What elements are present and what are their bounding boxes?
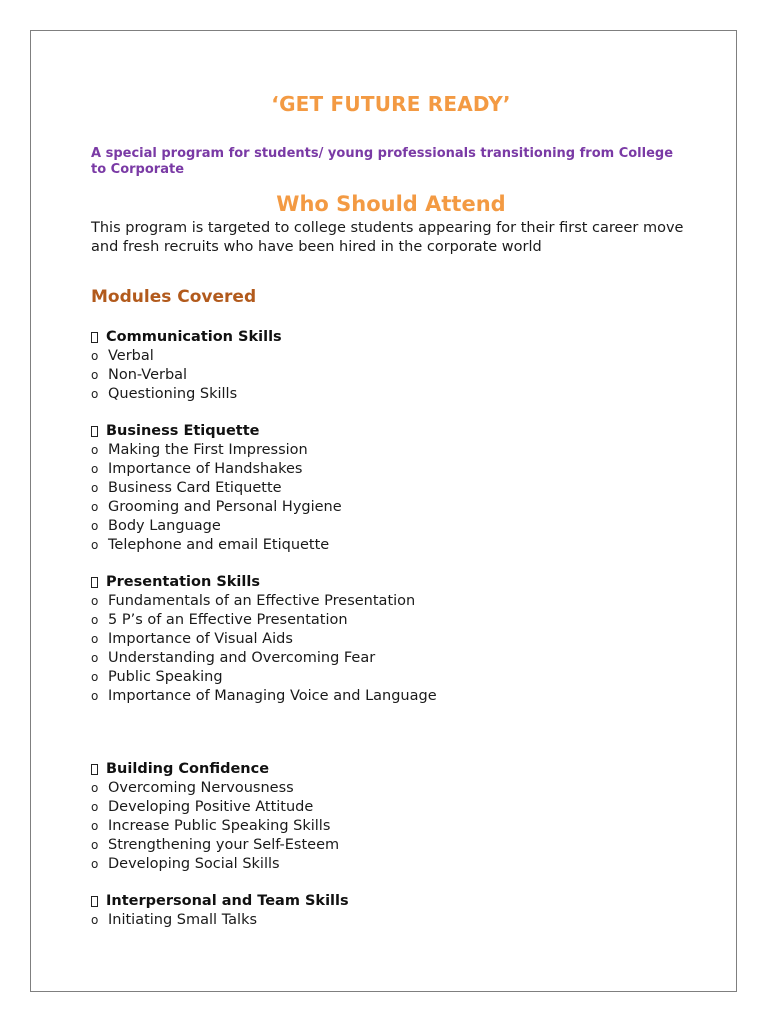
bullet-icon: o: [91, 519, 99, 533]
bullet-icon: o: [91, 613, 99, 627]
module-title: Business Etiquette: [106, 423, 260, 439]
list-item: o Developing Social Skills: [91, 856, 280, 872]
who-should-attend-text: This program is targeted to college students appearing for their first career move and fresh recruits who have been hired in the corporate world: [91, 220, 684, 255]
list-item: o Understanding and Overcoming Fear: [91, 650, 376, 666]
list-item: o Public Speaking: [91, 669, 223, 685]
list-item: o Strengthening your Self-Esteem: [91, 837, 340, 853]
bullet-icon: o: [91, 538, 99, 552]
bullet-icon: o: [91, 913, 99, 927]
list-item: o Increase Public Speaking Skills: [91, 818, 331, 834]
bullet-icon: o: [91, 819, 99, 833]
list-item: o Business Card Etiquette: [91, 480, 282, 496]
list-item: o Non-Verbal: [91, 367, 188, 383]
bullet-icon: o: [91, 594, 99, 608]
document-title: ‘GET FUTURE READY’: [271, 92, 511, 116]
bullet-icon: o: [91, 689, 99, 703]
modules-covered-heading: Modules Covered: [91, 287, 257, 307]
list-item: o Importance of Handshakes: [91, 461, 303, 477]
checkbox-glyph-icon: [91, 332, 98, 343]
list-item: o Telephone and email Etiquette: [91, 537, 330, 553]
document-page: [30, 30, 737, 992]
checkbox-glyph-icon: [91, 764, 98, 775]
checkbox-glyph-icon: [91, 896, 98, 907]
bullet-icon: o: [91, 838, 99, 852]
list-item: o Initiating Small Talks: [91, 912, 258, 928]
module-business-etiquette: [91, 422, 691, 555]
module-title: Presentation Skills: [106, 574, 260, 590]
module-presentation-skills: [91, 573, 691, 706]
list-item: o Importance of Visual Aids: [91, 631, 293, 647]
checkbox-glyph-icon: [91, 577, 98, 588]
bullet-icon: o: [91, 443, 99, 457]
module-title: Interpersonal and Team Skills: [106, 893, 349, 909]
module-communication-skills: [91, 328, 691, 404]
list-item: o Grooming and Personal Hygiene: [91, 499, 342, 515]
module-interpersonal-team-skills: [91, 892, 691, 930]
bullet-icon: o: [91, 670, 99, 684]
module-title: Communication Skills: [106, 329, 282, 345]
bullet-icon: o: [91, 857, 99, 871]
who-should-attend-heading: Who Should Attend: [276, 192, 506, 216]
bullet-icon: o: [91, 481, 99, 495]
bullet-icon: o: [91, 368, 99, 382]
module-building-confidence: [91, 760, 691, 874]
bullet-icon: o: [91, 800, 99, 814]
list-item: o Importance of Managing Voice and Language: [91, 688, 437, 704]
list-item: o Making the First Impression: [91, 442, 308, 458]
bullet-icon: o: [91, 500, 99, 514]
list-item: o Verbal: [91, 348, 154, 364]
bullet-icon: o: [91, 781, 99, 795]
module-title: Building Confidence: [106, 761, 270, 777]
bullet-icon: o: [91, 462, 99, 476]
list-item: o Overcoming Nervousness: [91, 780, 294, 796]
bullet-icon: o: [91, 651, 99, 665]
list-item: o Developing Positive Attitude: [91, 799, 314, 815]
list-item: o Body Language: [91, 518, 221, 534]
bullet-icon: o: [91, 349, 99, 363]
list-item: o 5 P’s of an Effective Presentation: [91, 612, 348, 628]
bullet-icon: o: [91, 387, 99, 401]
list-item: o Questioning Skills: [91, 386, 238, 402]
bullet-icon: o: [91, 632, 99, 646]
list-item: o Fundamentals of an Effective Presentation: [91, 593, 416, 609]
document-subtitle: A special program for students/ young professionals transitioning from College to Corporate: [91, 146, 674, 177]
checkbox-glyph-icon: [91, 426, 98, 437]
